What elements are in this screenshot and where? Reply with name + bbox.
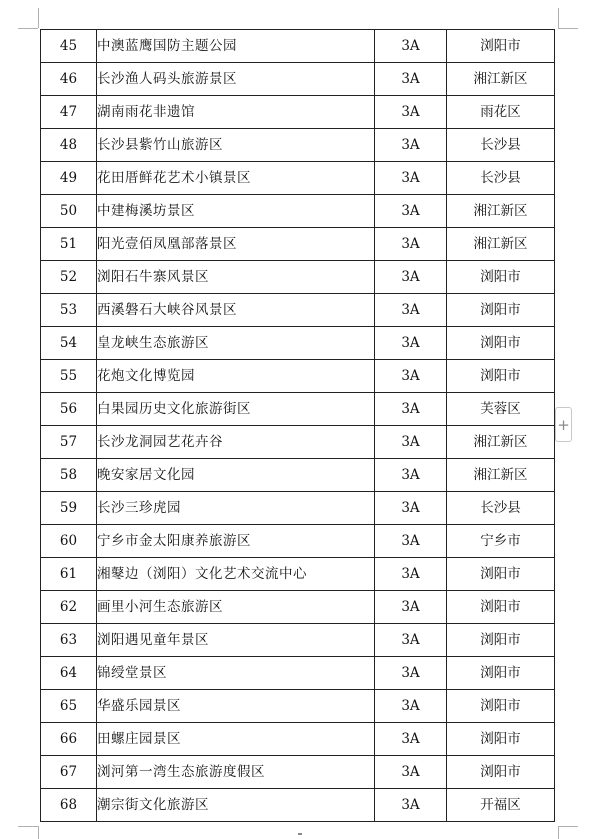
district-cell: 芙蓉区 bbox=[447, 393, 555, 426]
rating-level-cell: 3A bbox=[375, 30, 447, 63]
crop-mark-bottom-right bbox=[558, 826, 559, 839]
rating-level-cell: 3A bbox=[375, 63, 447, 96]
scenic-spot-name-cell: 花田厝鲜花艺术小镇景区 bbox=[97, 162, 375, 195]
row-number-cell: 64 bbox=[41, 657, 97, 690]
row-number-cell: 52 bbox=[41, 261, 97, 294]
rating-level-cell: 3A bbox=[375, 789, 447, 822]
scenic-spot-name-cell: 浏阳石牛寨风景区 bbox=[97, 261, 375, 294]
rating-level-cell: 3A bbox=[375, 492, 447, 525]
scenic-spot-name-cell: 皇龙峡生态旅游区 bbox=[97, 327, 375, 360]
row-number-cell: 62 bbox=[41, 591, 97, 624]
row-number-cell: 47 bbox=[41, 96, 97, 129]
scenic-spot-name-cell: 花炮文化博览园 bbox=[97, 360, 375, 393]
row-number-cell: 67 bbox=[41, 756, 97, 789]
row-number-cell: 53 bbox=[41, 294, 97, 327]
rating-level-cell: 3A bbox=[375, 525, 447, 558]
table-row bbox=[41, 723, 555, 756]
row-number-cell: 61 bbox=[41, 558, 97, 591]
table-row bbox=[41, 162, 555, 195]
row-number-cell: 49 bbox=[41, 162, 97, 195]
rating-level-cell: 3A bbox=[375, 195, 447, 228]
crop-mark-top-right bbox=[558, 28, 578, 29]
row-number-cell: 56 bbox=[41, 393, 97, 426]
rating-level-cell: 3A bbox=[375, 294, 447, 327]
crop-mark-bottom-left bbox=[18, 826, 38, 827]
row-number-cell: 63 bbox=[41, 624, 97, 657]
district-cell: 湘江新区 bbox=[447, 228, 555, 261]
table-row bbox=[41, 624, 555, 657]
scenic-spot-name-cell: 宁乡市金太阳康养旅游区 bbox=[97, 525, 375, 558]
district-cell: 长沙县 bbox=[447, 162, 555, 195]
district-cell: 宁乡市 bbox=[447, 525, 555, 558]
scenic-spot-name-cell: 湖南雨花非遗馆 bbox=[97, 96, 375, 129]
scenic-spot-name-cell: 湘鼕边（浏阳）文化艺术交流中心 bbox=[97, 558, 375, 591]
row-number-cell: 66 bbox=[41, 723, 97, 756]
district-cell: 浏阳市 bbox=[447, 558, 555, 591]
district-cell: 湘江新区 bbox=[447, 63, 555, 96]
district-cell: 浏阳市 bbox=[447, 327, 555, 360]
crop-mark-bottom-left bbox=[38, 826, 39, 839]
table-row bbox=[41, 294, 555, 327]
row-number-cell: 50 bbox=[41, 195, 97, 228]
row-number-cell: 58 bbox=[41, 459, 97, 492]
table-body bbox=[41, 30, 555, 822]
scenic-spot-name-cell: 阳光壹佰凤凰部落景区 bbox=[97, 228, 375, 261]
table-row bbox=[41, 360, 555, 393]
rating-level-cell: 3A bbox=[375, 426, 447, 459]
row-number-cell: 57 bbox=[41, 426, 97, 459]
rating-level-cell: 3A bbox=[375, 327, 447, 360]
scenic-spots-table bbox=[40, 29, 555, 822]
district-cell: 浏阳市 bbox=[447, 294, 555, 327]
crop-mark-bottom-right bbox=[558, 826, 578, 827]
rating-level-cell: 3A bbox=[375, 558, 447, 591]
district-cell: 长沙县 bbox=[447, 129, 555, 162]
page-bottom-marker bbox=[298, 833, 302, 835]
table-row bbox=[41, 525, 555, 558]
table-row bbox=[41, 30, 555, 63]
row-number-cell: 46 bbox=[41, 63, 97, 96]
scenic-spot-name-cell: 华盛乐园景区 bbox=[97, 690, 375, 723]
crop-mark-top-left bbox=[18, 28, 38, 29]
district-cell: 浏阳市 bbox=[447, 690, 555, 723]
table-row bbox=[41, 393, 555, 426]
row-number-cell: 59 bbox=[41, 492, 97, 525]
row-number-cell: 48 bbox=[41, 129, 97, 162]
row-number-cell: 55 bbox=[41, 360, 97, 393]
scenic-spot-name-cell: 浏河第一湾生态旅游度假区 bbox=[97, 756, 375, 789]
scenic-spot-name-cell: 长沙龙洞园艺花卉谷 bbox=[97, 426, 375, 459]
scenic-spot-name-cell: 白果园历史文化旅游街区 bbox=[97, 393, 375, 426]
rating-level-cell: 3A bbox=[375, 690, 447, 723]
plus-icon: + bbox=[557, 415, 570, 434]
district-cell: 浏阳市 bbox=[447, 756, 555, 789]
district-cell: 湘江新区 bbox=[447, 459, 555, 492]
crop-mark-top-left bbox=[38, 8, 39, 28]
scenic-spot-name-cell: 长沙县紫竹山旅游区 bbox=[97, 129, 375, 162]
row-number-cell: 68 bbox=[41, 789, 97, 822]
table-row bbox=[41, 327, 555, 360]
table-row bbox=[41, 789, 555, 822]
rating-level-cell: 3A bbox=[375, 393, 447, 426]
table-row bbox=[41, 96, 555, 129]
rating-level-cell: 3A bbox=[375, 723, 447, 756]
table-row bbox=[41, 657, 555, 690]
district-cell: 浏阳市 bbox=[447, 723, 555, 756]
scenic-spot-name-cell: 长沙三珍虎园 bbox=[97, 492, 375, 525]
district-cell: 长沙县 bbox=[447, 492, 555, 525]
table-row bbox=[41, 63, 555, 96]
table-row bbox=[41, 756, 555, 789]
rating-level-cell: 3A bbox=[375, 624, 447, 657]
scenic-spot-name-cell: 西溪磐石大峡谷风景区 bbox=[97, 294, 375, 327]
rating-level-cell: 3A bbox=[375, 228, 447, 261]
rating-level-cell: 3A bbox=[375, 261, 447, 294]
scenic-spot-name-cell: 长沙渔人码头旅游景区 bbox=[97, 63, 375, 96]
rating-level-cell: 3A bbox=[375, 129, 447, 162]
table-row bbox=[41, 426, 555, 459]
row-number-cell: 54 bbox=[41, 327, 97, 360]
add-row-button[interactable] bbox=[555, 407, 572, 442]
rating-level-cell: 3A bbox=[375, 756, 447, 789]
row-number-cell: 60 bbox=[41, 525, 97, 558]
crop-mark-top-right bbox=[558, 8, 559, 28]
table-row bbox=[41, 591, 555, 624]
district-cell: 浏阳市 bbox=[447, 360, 555, 393]
rating-level-cell: 3A bbox=[375, 360, 447, 393]
district-cell: 湘江新区 bbox=[447, 426, 555, 459]
scenic-spot-name-cell: 晚安家居文化园 bbox=[97, 459, 375, 492]
rating-level-cell: 3A bbox=[375, 591, 447, 624]
rating-level-cell: 3A bbox=[375, 96, 447, 129]
district-cell: 开福区 bbox=[447, 789, 555, 822]
district-cell: 浏阳市 bbox=[447, 624, 555, 657]
scenic-spot-name-cell: 中澳蓝鹰国防主题公园 bbox=[97, 30, 375, 63]
district-cell: 浏阳市 bbox=[447, 30, 555, 63]
row-number-cell: 65 bbox=[41, 690, 97, 723]
scenic-spot-name-cell: 潮宗街文化旅游区 bbox=[97, 789, 375, 822]
rating-level-cell: 3A bbox=[375, 657, 447, 690]
table-row bbox=[41, 558, 555, 591]
scenic-spot-name-cell: 田螺庄园景区 bbox=[97, 723, 375, 756]
district-cell: 浏阳市 bbox=[447, 657, 555, 690]
district-cell: 浏阳市 bbox=[447, 261, 555, 294]
scenic-spot-name-cell: 中建梅溪坊景区 bbox=[97, 195, 375, 228]
rating-level-cell: 3A bbox=[375, 162, 447, 195]
scenic-spot-name-cell: 浏阳遇见童年景区 bbox=[97, 624, 375, 657]
rating-level-cell: 3A bbox=[375, 459, 447, 492]
scenic-spot-name-cell: 画里小河生态旅游区 bbox=[97, 591, 375, 624]
district-cell: 浏阳市 bbox=[447, 591, 555, 624]
district-cell: 雨花区 bbox=[447, 96, 555, 129]
table-row bbox=[41, 459, 555, 492]
table-row bbox=[41, 492, 555, 525]
table-row bbox=[41, 195, 555, 228]
table-row bbox=[41, 129, 555, 162]
row-number-cell: 51 bbox=[41, 228, 97, 261]
scenic-spot-name-cell: 锦绶堂景区 bbox=[97, 657, 375, 690]
table-row bbox=[41, 228, 555, 261]
row-number-cell: 45 bbox=[41, 30, 97, 63]
table-row bbox=[41, 690, 555, 723]
district-cell: 湘江新区 bbox=[447, 195, 555, 228]
table-row bbox=[41, 261, 555, 294]
